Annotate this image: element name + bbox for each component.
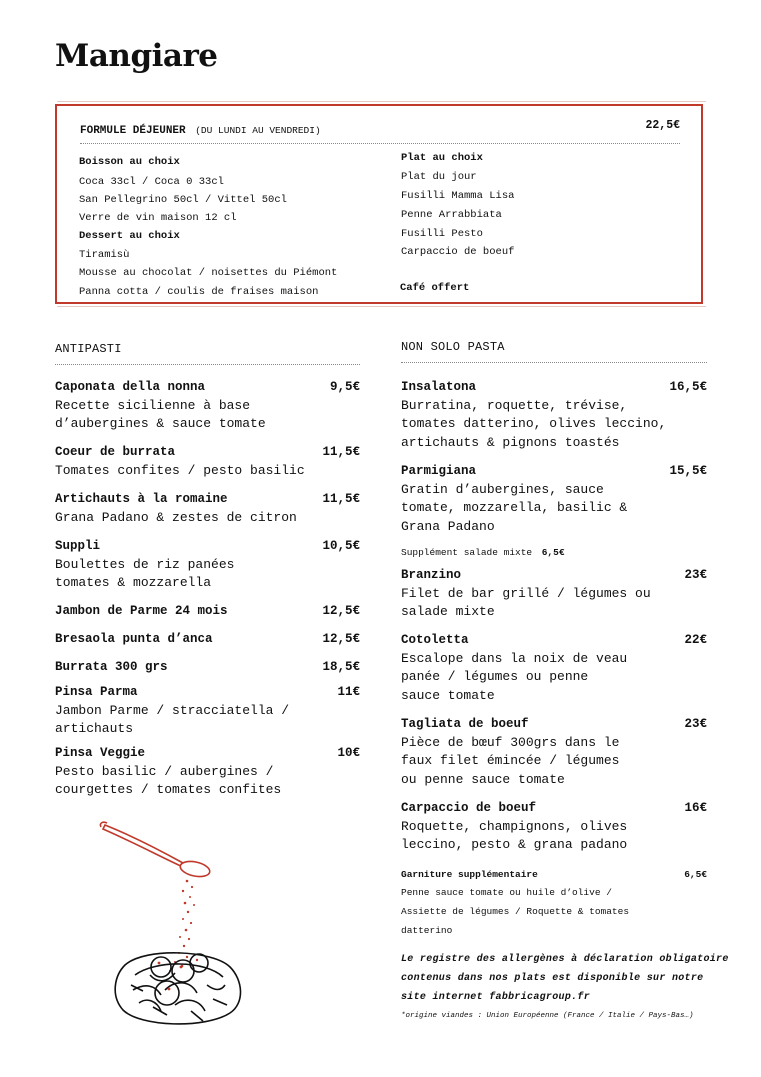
pasta-plate-illustration: [95, 815, 255, 1030]
menu-item-desc: Recette sicilienne à base: [55, 398, 251, 413]
menu-item-desc: tomates & mozzarella: [55, 575, 212, 590]
menu-item-desc: Gratin d’aubergines, sauce: [401, 482, 604, 497]
menu-item-price: 10,5€: [322, 539, 360, 553]
formule-days: (DU LUNDI AU VENDREDI): [195, 125, 321, 136]
page-title: Mangiare: [55, 38, 218, 74]
plat-title: Plat au choix: [401, 152, 483, 164]
menu-item-desc: artichauts: [55, 721, 134, 736]
menu-item-price: 12,5€: [322, 604, 360, 618]
allergen-note: contenus dans nos plats est disponible sur notre: [401, 973, 704, 984]
non-solo-dotted-rule: [401, 362, 707, 363]
menu-item-desc: Tomates confites / pesto basilic: [55, 463, 305, 478]
menu-item-name: Tagliata de boeuf: [401, 717, 529, 731]
menu-item-name: Coeur de burrata: [55, 445, 176, 459]
formule-price: 22,5€: [645, 119, 680, 132]
menu-item-desc: tomates datterino, olives leccino,: [401, 416, 667, 431]
menu-item-name: Branzino: [401, 568, 462, 582]
menu-item-desc: panée / légumes ou penne: [401, 669, 589, 684]
plat-item: Penne Arrabbiata: [401, 209, 502, 221]
non-solo-heading: NON SOLO PASTA: [401, 340, 505, 354]
menu-item-price: 22€: [684, 633, 707, 647]
menu-item-price: 11,5€: [322, 445, 360, 459]
dessert-item: Mousse au chocolat / noisettes du Piémont: [79, 267, 338, 279]
menu-item-name: Cotoletta: [401, 633, 469, 647]
menu-item-desc: salade mixte: [401, 604, 495, 619]
plat-item: Carpaccio de boeuf: [401, 246, 515, 258]
supplement-line: [401, 542, 565, 560]
formule-heading: [80, 120, 321, 138]
dessert-item: Tiramisù: [79, 249, 130, 261]
menu-item-desc: Jambon Parme / stracciatella /: [55, 703, 290, 718]
menu-item-desc: ou penne sauce tomate: [401, 772, 565, 787]
menu-item-name: Suppli: [55, 539, 101, 553]
menu-item-desc: artichauts & pignons toastés: [401, 435, 620, 450]
menu-item-desc: sauce tomate: [401, 688, 495, 703]
boisson-item: Coca 33cl / Coca 0 33cl: [79, 176, 224, 188]
supplement-label: Supplément salade mixte: [401, 547, 533, 558]
menu-item-price: 10€: [337, 746, 360, 760]
garniture-price: 6,5€: [684, 869, 707, 880]
menu-item-desc: tomate, mozzarella, basilic &: [401, 500, 628, 515]
menu-item-name: Carpaccio de boeuf: [401, 801, 537, 815]
allergen-note: site internet fabbricagroup.fr: [401, 992, 591, 1003]
menu-item-price: 23€: [684, 717, 707, 731]
garniture-line: Assiette de légumes / Roquette & tomates: [401, 906, 630, 917]
menu-item-desc: Grana Padano: [401, 519, 495, 534]
cafe-offert: Café offert: [400, 282, 470, 294]
menu-item-price: 12,5€: [322, 632, 360, 646]
menu-item-price: 16€: [684, 801, 707, 815]
menu-item-desc: faux filet émincée / légumes: [401, 753, 620, 768]
menu-item-name: Caponata della nonna: [55, 380, 206, 394]
menu-item-price: 23€: [684, 568, 707, 582]
plat-item: Fusilli Pesto: [401, 228, 483, 240]
menu-item-name: Burrata 300 grs: [55, 660, 168, 674]
menu-item-price: 11,5€: [322, 492, 360, 506]
allergen-note: Le registre des allergènes à déclaration obligatoire: [401, 954, 729, 965]
menu-item-name: Parmigiana: [401, 464, 477, 478]
menu-item-name: Bresaola punta d’anca: [55, 632, 213, 646]
menu-item-price: 15,5€: [669, 464, 707, 478]
spoon-icon: [100, 822, 211, 879]
menu-item-name: Pinsa Parma: [55, 685, 138, 699]
menu-item-desc: Roquette, champignons, olives: [401, 819, 628, 834]
menu-item-desc: Burratina, roquette, trévise,: [401, 398, 628, 413]
boisson-item: San Pellegrino 50cl / Vittel 50cl: [79, 194, 287, 206]
antipasti-heading: ANTIPASTI: [55, 342, 122, 356]
menu-item-desc: Pesto basilic / aubergines /: [55, 764, 274, 779]
menu-item-desc: Boulettes de riz panées: [55, 557, 235, 572]
menu-item-name: Insalatona: [401, 380, 477, 394]
formule-dotted-rule: [80, 143, 680, 144]
menu-item-desc: d’aubergines & sauce tomate: [55, 416, 266, 431]
plat-item: Plat du jour: [401, 171, 477, 183]
menu-item-price: 18,5€: [322, 660, 360, 674]
garniture-line: datterino: [401, 925, 453, 936]
menu-item-desc: courgettes / tomates confites: [55, 782, 282, 797]
dessert-title: Dessert au choix: [79, 230, 180, 242]
boisson-title: Boisson au choix: [79, 156, 180, 168]
origin-note: *origine viandes : Union Européenne (France / Italie / Pays-Bas…): [401, 1012, 694, 1020]
meatball-icon: [151, 954, 208, 1005]
boisson-item: Verre de vin maison 12 cl: [79, 212, 237, 224]
menu-item-price: 16,5€: [669, 380, 707, 394]
menu-item-price: 11€: [337, 685, 360, 699]
menu-item-desc: leccino, pesto & grana padano: [401, 837, 628, 852]
menu-item-desc: Filet de bar grillé / légumes ou: [401, 586, 651, 601]
menu-item-name: Artichauts à la romaine: [55, 492, 228, 506]
antipasti-dotted-rule: [55, 364, 360, 365]
menu-item-price: 9,5€: [329, 380, 360, 394]
box-top-rule: [57, 101, 706, 102]
menu-item-name: Pinsa Veggie: [55, 746, 146, 760]
garniture-title: Garniture supplémentaire: [401, 869, 538, 880]
formule-label: FORMULE DÉJEUNER: [80, 125, 186, 137]
dessert-item: Panna cotta / coulis de fraises maison: [79, 286, 319, 298]
supplement-price: 6,5€: [541, 547, 565, 558]
menu-item-name: Jambon de Parme 24 mois: [55, 604, 228, 618]
box-bottom-rule: [57, 306, 706, 307]
plat-item: Fusilli Mamma Lisa: [401, 190, 515, 202]
menu-item-desc: Pièce de bœuf 300grs dans le: [401, 735, 620, 750]
menu-item-desc: Escalope dans la noix de veau: [401, 651, 628, 666]
menu-item-desc: Grana Padano & zestes de citron: [55, 510, 297, 525]
garniture-line: Penne sauce tomate ou huile d’olive /: [401, 887, 612, 898]
